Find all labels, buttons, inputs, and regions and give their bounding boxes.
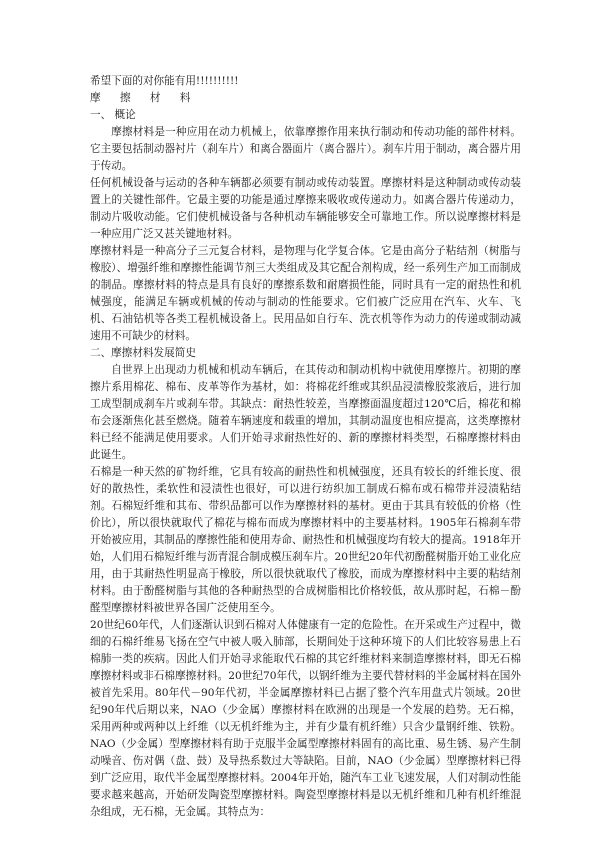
section-heading-overview: 一、 概论	[90, 109, 136, 121]
document-title: 摩 擦 材 料	[90, 92, 199, 104]
paragraph: 自世界上出现动力机械和机动车辆后，在其传动和制动机构中就使用摩擦片。初期的摩擦片系用棉花、棉布、皮革等作为基材，如：将棉花纤维或其织品浸渍橡胶浆液后，进行加工成型制成刹车片或刹车带。其缺点：耐热性较差，当摩擦面温度超过120℃后，棉花和棉布会逐渐焦化甚至燃烧。随着车辆速度和载重的增加，其制动温度也相应提高，这类摩擦材料已经不能满足使用要求。人们开始寻求耐热性好的、新的摩擦材料类型，石棉摩擦材料由此诞生。	[90, 364, 521, 461]
paragraph: 任何机械设备与运动的各种车辆都必须要有制动或传动装置。摩擦材料是这种制动或传动装置上的关键性部件。它最主要的功能是通过摩擦来吸收或传递动力。如离合器片传递动力，制动片吸收动能。它们使机械设备与各种机动车辆能够安全可靠地工作。所以说摩擦材料是一种应用广泛又甚关键地材料。	[90, 177, 521, 240]
paragraph: 石棉是一种天然的矿物纤维，它具有较高的耐热性和机械强度，还具有较长的纤维长度、很好的散热性，柔软性和浸渍性也很好，可以进行纺织加工制成石棉布或石棉带并浸渍粘结剂。石棉短纤维和其布、带织品都可以作为摩擦材料的基材。更由于其具有较低的价格（性价比），所以很快就取代了棉花与棉布而成为摩擦材料中的主要基材料。1905年石棉刹车带开始被应用，其制品的摩擦性能和使用寿命、耐热性和机械强度均有较大的提高。1918年开始，人们用石棉短纤维与沥青混合制成模压刹车片。20世纪20年代初酚醛树脂开始工业化应用，由于其耐热性明显高于橡胶，所以很快就取代了橡胶，而成为摩擦材料中主要的粘结剂材料。由于酚醛树脂与其他的各种耐热型的合成树脂相比价格较低，故从那时起，石棉－酚醛型摩擦材料被世界各国广泛使用至今。	[90, 466, 521, 614]
intro-line: 希望下面的对你能有用!!!!!!!!!!	[90, 75, 239, 87]
paragraph: 20世纪60年代，人们逐渐认识到石棉对人体健康有一定的危险性。在开采或生产过程中，微细的石棉纤维易飞扬在空气中被人吸入肺部，长期间处于这种环境下的人们比较容易患上石棉肺一类的疾病。因此人们开始寻求能取代石棉的其它纤维材料来制造摩擦材料，即无石棉摩擦材料或非石棉摩擦材料。20世纪70年代，以钢纤维为主要代替材料的半金属材料在国外被首先采用。80年代－90年代初，半金属摩擦材料已占据了整个汽车用盘式片领域。20世纪90年代后期以来，NAO（少金属）摩擦材料在欧洲的出现是一个发展的趋势。无石棉，采用两种或两种以上纤维（以无机纤维为主，并有少量有机纤维）只含少量钢纤维、铁粉。NAO（少金属）型摩擦材料有助于克服半金属型摩擦材料固有的高比重、易生锈、易产生制动噪音、伤对偶（盘、鼓）及导热系数过大等缺陷。目前，NAO（少金属）型摩擦材料已得到广泛应用，取代半金属型摩擦材料。2004年开始，随汽车工业飞速发展，人们对制动性能要求越来越高，开始研发陶瓷型摩擦材料。陶瓷型摩擦材料是以无机纤维和几种有机纤维混杂组成，无石棉，无金属。其特点为：	[90, 619, 521, 818]
paragraph: 摩擦材料是一种应用在动力机械上，依靠摩擦作用来执行制动和传动功能的部件材料。它主要包括制动器衬片（刹车片）和离合器面片（离合器片）。刹车片用于制动，离合器片用于传动。	[90, 126, 521, 172]
section-heading-history: 二、摩擦材料发展简史	[90, 347, 196, 359]
document-page	[90, 73, 521, 821]
paragraph: 摩擦材料是一种高分子三元复合材料，是物理与化学复合体。它是由高分子粘结剂（树脂与橡胶）、增强纤维和摩擦性能调节剂三大类组成及其它配合剂构成，经一系列生产加工而制成的制品。摩擦材料的特点是具有良好的摩擦系数和耐磨损性能，同时具有一定的耐热性和机械强度，能满足车辆或机械的传动与制动的性能要求。它们被广泛应用在汽车、火车、飞机、石油钻机等各类工程机械设备上。民用品如自行车、洗衣机等作为动力的传递或制动减速用不可缺少的材料。	[90, 245, 521, 342]
